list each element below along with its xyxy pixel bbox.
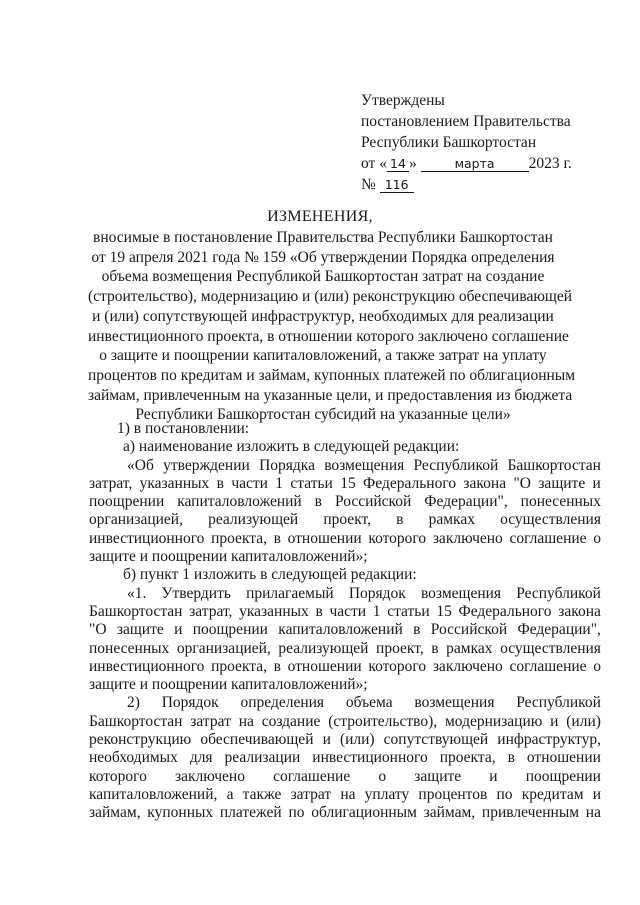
word: части: [329, 602, 367, 620]
word: инфраструктур,: [497, 731, 601, 749]
paragraph-2: [89, 694, 601, 822]
word: Российской: [430, 621, 508, 639]
word: на: [585, 804, 601, 822]
document-body: [89, 420, 601, 823]
word: займам,: [423, 804, 476, 822]
word: а: [226, 785, 234, 803]
justified-line: [89, 786, 601, 804]
word: необходимых: [89, 749, 178, 767]
word: и: [550, 712, 559, 730]
word: модернизацию: [444, 712, 543, 730]
justified-line: [89, 694, 601, 712]
word: облигационным: [311, 804, 417, 822]
number-handwritten: 116: [380, 178, 414, 193]
word: в: [507, 749, 515, 767]
word: Федерации",: [424, 493, 508, 511]
word: привлеченным: [481, 804, 580, 822]
justified-line: [89, 530, 601, 548]
subtitle-line: и (или) сопутствующей инфраструктур, необходимых для реализации: [92, 307, 554, 325]
word: инвестиционного: [89, 657, 205, 675]
word: проекта,: [211, 657, 267, 675]
word: которого: [89, 767, 147, 785]
word: затрат,: [89, 474, 133, 492]
word: процентов: [418, 785, 488, 803]
word: Федерального: [363, 474, 457, 492]
word: понесенных: [89, 639, 170, 657]
word: отношении: [526, 749, 601, 767]
word: реализующей: [278, 639, 369, 657]
justified-line: [89, 621, 601, 639]
word: части: [231, 474, 268, 492]
word: затрат: [290, 785, 332, 803]
approval-block: [361, 90, 621, 195]
word: (или): [339, 731, 375, 749]
word: поощрении: [192, 621, 268, 639]
word: в: [273, 657, 281, 675]
word: организацией,: [176, 639, 271, 657]
word: в: [413, 621, 421, 639]
subtitle-line: процентов по кредитам и займам, купонных платежей по облигационным: [88, 366, 576, 384]
justified-line: [89, 713, 601, 731]
word: Порядок: [161, 694, 219, 712]
justified-line: [89, 511, 601, 529]
word: "О: [513, 474, 531, 492]
word: отношении: [287, 529, 362, 547]
word: возмещения: [414, 694, 495, 712]
word: купонных: [147, 804, 214, 822]
word: Республикой: [516, 584, 601, 602]
word: Порядок: [348, 584, 406, 602]
word: 1: [372, 602, 381, 620]
word: проекта,: [439, 749, 496, 767]
word: для: [189, 749, 213, 767]
justified-line: [89, 493, 601, 511]
word: 15: [436, 602, 452, 620]
date-suffix: 2023 г.: [528, 155, 572, 172]
word: проект,: [376, 639, 424, 657]
word: 15: [340, 474, 356, 492]
subtitle-line: от 19 апреля 2021 года № 159 «Об утверждении Порядка определения: [91, 248, 555, 266]
word: уплату: [364, 785, 410, 803]
word: закона: [463, 474, 507, 492]
word: в: [431, 639, 439, 657]
justified-line: [89, 457, 601, 475]
word: статьи: [290, 474, 333, 492]
word: указанных: [139, 474, 210, 492]
approval-line-3: Республики Башкортостан: [361, 134, 537, 151]
date-month-handwritten: марта: [421, 157, 529, 172]
number-prefix: №: [361, 176, 376, 193]
word: капиталовложений: [177, 493, 302, 511]
subtitle-line: (строительство), модернизацию и (или) реконструкцию обеспечивающей: [88, 288, 573, 306]
word: организацией,: [89, 511, 183, 529]
word: Федерации",: [517, 621, 601, 639]
paragraph-1b: б) пункт 1 изложить в следующей редакции:: [123, 566, 417, 584]
word: в: [314, 493, 322, 511]
word: и: [592, 474, 601, 492]
justified-line: [89, 603, 601, 621]
word: соглашение: [509, 657, 587, 675]
subtitle-line: вносимые в постановление Правительства Республики Башкортостан: [93, 229, 553, 246]
word: Утвердить: [161, 584, 231, 602]
word: капиталовложений,: [89, 785, 218, 803]
justified-line: [89, 749, 601, 767]
word: (строительство),: [328, 712, 438, 730]
word: проект,: [323, 511, 372, 529]
word: реализующей: [208, 511, 299, 529]
approval-number: [361, 174, 621, 195]
word: реализации: [224, 749, 301, 767]
word: «Об: [127, 456, 154, 474]
approval-line-2: постановлением Правительства: [361, 113, 571, 130]
word: указанных: [239, 602, 309, 620]
word: сопутствующей: [383, 731, 489, 749]
word: «1.: [127, 584, 147, 602]
word: Республикой: [516, 694, 601, 712]
paragraph-1: 1) в постановлении:: [117, 420, 250, 437]
word: понесенных: [520, 493, 601, 511]
word: объема: [345, 694, 393, 712]
word: затрат: [190, 712, 231, 730]
word: и: [592, 785, 601, 803]
approval-line-1: Утверждены: [361, 92, 445, 109]
word: кредитам: [521, 785, 584, 803]
word: капиталовложений: [278, 621, 403, 639]
word: заключено: [432, 529, 503, 547]
word: защите: [538, 474, 586, 492]
word: займам,: [89, 804, 141, 822]
word: 2): [127, 694, 140, 712]
quote-2-last-line: защите и поощрении капиталовложений»;: [89, 676, 368, 694]
justified-line: [89, 658, 601, 676]
word: и: [174, 621, 183, 639]
date-day-handwritten: 14: [387, 157, 409, 172]
date-mid: »: [408, 155, 417, 172]
word: в: [273, 529, 281, 547]
word: Российской: [334, 493, 412, 511]
word: осуществления: [500, 639, 601, 657]
quote-1-last-line: защите и поощрении капиталовложений»;: [89, 548, 368, 566]
word: заключено: [432, 657, 503, 675]
word: также: [242, 785, 282, 803]
word: о: [593, 657, 601, 675]
word: Башкортостан: [89, 602, 183, 620]
word: соглашение: [509, 529, 587, 547]
approval-date: [361, 153, 621, 174]
word: определения: [240, 694, 325, 712]
word: на: [340, 785, 356, 803]
word: осуществления: [500, 511, 601, 529]
word: по: [288, 804, 305, 822]
word: по: [496, 785, 513, 803]
subtitle-line: о защите и поощрении капиталовложений, а также затрат на уплату: [99, 347, 547, 365]
word: поощрении: [89, 493, 165, 511]
word: 1: [275, 474, 284, 492]
word: поощрении: [525, 767, 601, 785]
word: утверждении: [163, 456, 250, 474]
word: заключено: [174, 767, 245, 785]
date-prefix: от «: [361, 155, 387, 172]
word: и: [489, 767, 498, 785]
word: (или): [566, 712, 601, 730]
justified-line: [89, 585, 601, 603]
word: защите: [414, 767, 462, 785]
justified-line: [89, 731, 601, 749]
word: затрат,: [189, 602, 233, 620]
word: "О: [89, 621, 107, 639]
word: защите: [116, 621, 164, 639]
word: Башкортостан: [89, 712, 183, 730]
justified-line: [89, 640, 601, 658]
word: создание: [261, 712, 321, 730]
word: рамках: [428, 511, 475, 529]
justified-line: [89, 475, 601, 493]
subtitle-line: Республики Башкортостан субсидий на указанные цели»: [135, 406, 511, 424]
word: на: [238, 712, 254, 730]
document-title: ИЗМЕНЕНИЯ,: [267, 208, 373, 225]
word: возмещения: [420, 584, 502, 602]
word: в: [315, 602, 323, 620]
word: возмещения: [324, 456, 405, 474]
word: и: [322, 731, 331, 749]
word: платежей: [219, 804, 282, 822]
word: о: [378, 767, 387, 785]
word: соглашение: [273, 767, 351, 785]
word: о: [593, 529, 601, 547]
word: Башкортостан: [507, 456, 601, 474]
word: в: [396, 511, 404, 529]
subtitle-line: займам, привлеченным на указанные цели, и предоставления из бюджета: [88, 386, 573, 404]
word: статьи: [387, 602, 430, 620]
justified-line: [89, 804, 601, 822]
word: в: [216, 474, 224, 492]
word: рамках: [446, 639, 493, 657]
justified-line: [89, 768, 601, 786]
quote-2: [89, 585, 601, 676]
word: закона: [558, 602, 601, 620]
word: инвестиционного: [89, 529, 205, 547]
word: прилагаемый: [246, 584, 334, 602]
word: отношении: [287, 657, 362, 675]
quote-1: [89, 457, 601, 548]
subtitle-line: объема возмещения Республикой Башкортостан затрат на создание: [101, 268, 545, 286]
word: проекта,: [211, 529, 267, 547]
word: Порядка: [259, 456, 315, 474]
subtitle-line: инвестиционного проекта, в отношении которого заключено соглашение: [88, 327, 569, 345]
word: Республикой: [413, 456, 499, 474]
word: которого: [368, 657, 427, 675]
paragraph-1a: а) наименование изложить в следующей редакции:: [123, 438, 460, 456]
word: Федерального: [458, 602, 552, 620]
word: которого: [368, 529, 427, 547]
word: инвестиционного: [312, 749, 428, 767]
document-subtitle: [88, 228, 576, 425]
word: обеспечивающей: [200, 731, 314, 749]
word: реконструкцию: [89, 731, 192, 749]
